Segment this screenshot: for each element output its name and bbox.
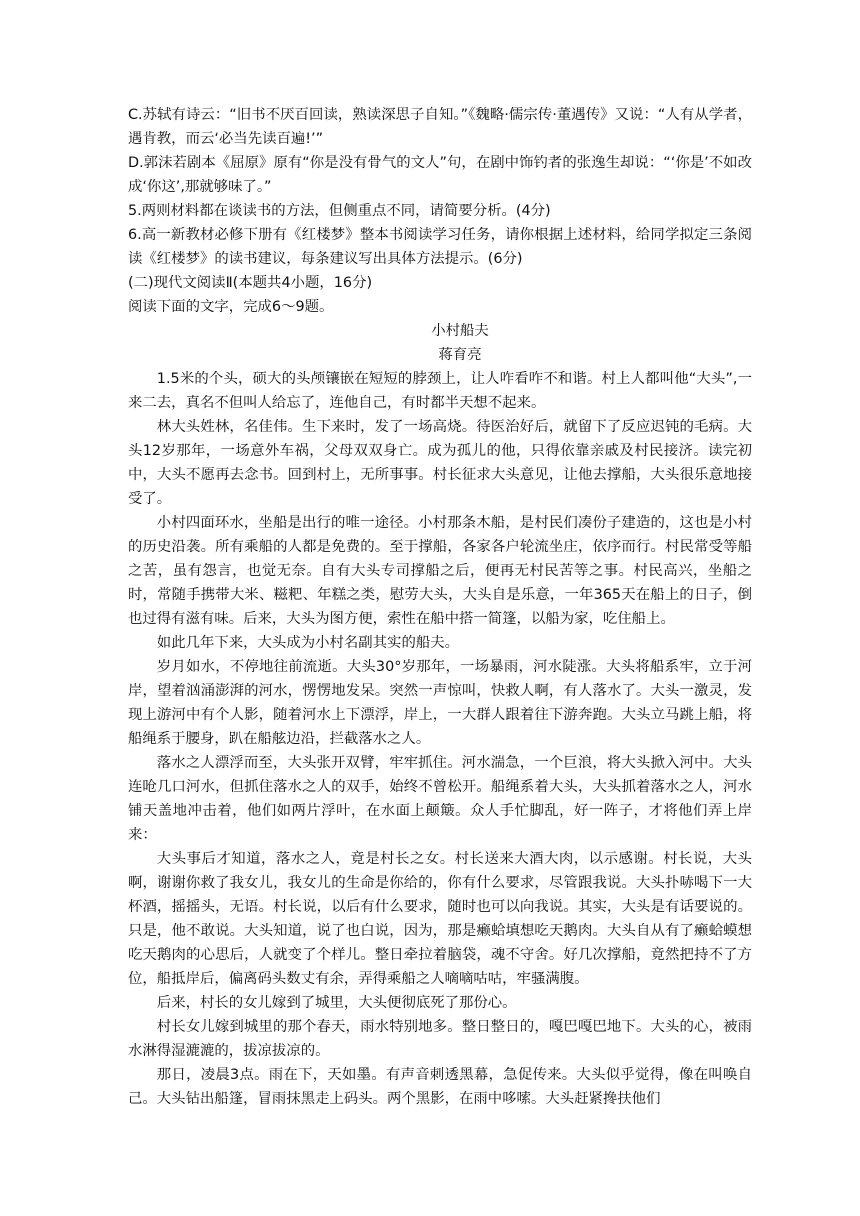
story-author: 蒋育亮: [438, 347, 482, 363]
questions-section: [128, 103, 752, 319]
question-5: 5.两则材料都在谈读书的方法，但侧重点不同，请简要分析。(4分): [128, 203, 551, 219]
story-paragraph: 村长女儿嫁到城里的那个春天，雨水特别地多。整日整日的，嘎巴嘎巴地下。大头的心，被雨水淋得湿漉漉的，拔凉拔凉的。: [128, 1019, 752, 1059]
story-body: [128, 367, 752, 1111]
section-heading: (二)现代文阅读Ⅱ(本题共4小题，16分): [128, 275, 373, 291]
story-paragraph: 大头事后才知道，落水之人，竟是村长之女。村长送来大酒大肉，以示感谢。村长说，大头啊，谢谢你救了我女儿，我女儿的生命是你给的，你有什么要求，尽管跟我说。大头扑哧喝下一大杯酒，摇摇头，无语。村长说，以后有什么要求，随时也可以向我说。其实，大头是有话要说的。只是，他不敢说。大头知道，说了也白说，因为，那是癞蛤填想吃天鹅肉。大头自从有了癞蛤蟆想吃天鹅肉的心思后，人就变了个样儿。整日牵拉着脑袋，魂不守舍。好几次撑船，竟然把持不了方位，船抵岸后，偏离码头数丈有余，弄得乘船之人嘀嘀咕咕，牢骚满腹。: [128, 851, 752, 987]
question-6: 6.高一新教材必修下册有《红楼梦》整本书阅读学习任务，请你根据上述材料，给同学拟定三条阅读《红楼梦》的读书建议，每条建议写出具体方法提示。(6分): [128, 227, 752, 267]
story-paragraph: 小村四面环水，坐船是出行的唯一途径。小村那条木船，是村民们凑份子建造的，这也是小村的历史沿袭。所有乘船的人都是免费的。至于撑船，各家各户轮流坐庄，依序而行。村民常受等船之苦，虽有怨言，也觉无奈。自有大头专司撑船之后，便再无村民苦等之事。村民高兴，坐船之时，常随手携带大米、糍粑、年糕之类，慰劳大头，大头自是乐意，一年365天在船上的日子，倒也过得有滋有味。后来，大头为图方便，索性在船中搭一简篷，以船为家，吃住船上。: [128, 515, 752, 627]
reading-instruction: 阅读下面的文字，完成6～9题。: [128, 299, 334, 315]
story-paragraph: 后来，村长的女儿嫁到了城里，大头便彻底死了那份心。: [156, 995, 517, 1011]
story-paragraph: 1.5米的个头，硕大的头颅镶嵌在短短的脖颈上，让人咋看咋不和谐。村上人都叫他“大头”,一来二去，真名不但叫人给忘了，连他自己，有时都半天想不起来。: [128, 371, 752, 411]
story-paragraph: 如此几年下来，大头成为小村名副其实的船夫。: [156, 635, 460, 651]
story-paragraph: 那日，凌晨3点。雨在下，天如墨。有声音刺透黑幕，急促传来。大头似乎觉得，像在叫唤自己。大头钻出船篷，冒雨抹黑走上码头。两个黑影，在雨中哆嗦。大头赶紧搀扶他们: [128, 1067, 752, 1107]
option-d: D.郭沫若剧本《屈原》原有“你是没有骨气的文人”句，在剧中饰钓者的张逸生却说：“‘你是’不如改成‘你这’,那就够味了。”: [128, 155, 752, 195]
option-c: C.苏轼有诗云：“旧书不厌百回读，熟读深思子自知。”《魏略·儒宗传·董遇传》又说：“人有从学者，遇肯教，而云‘必当先读百遍!’”: [128, 107, 752, 147]
story-paragraph: 落水之人漂浮而至，大头张开双臂，牢牢抓住。河水湍急，一个巨浪，将大头掀入河中。大头连呛几口河水，但抓住落水之人的双手，始终不曾松开。船绳系着大头，大头抓着落水之人，河水铺天盖地冲击着，他们如两片浮叶，在水面上颠簸。众人手忙脚乱，好一阵子，才将他们弄上岸来：: [128, 755, 752, 843]
story-paragraph: 林大头姓林，名佳伟。生下来时，发了一场高烧。待医治好后，就留下了反应迟钝的毛病。大头12岁那年，一场意外车祸，父母双双身亡。成为孤儿的他，只得依靠亲戚及村民接济。读完初中，大头不愿再去念书。回到村上，无所事事。村长征求大头意见，让他去撑船，大头很乐意地接受了。: [128, 419, 752, 507]
story-paragraph: 岁月如水，不停地往前流逝。大头30°岁那年，一场暴雨，河水陡涨。大头将船系牢，立于河岸，望着汹涌澎湃的河水，愣愣地发呆。突然一声惊叫，快救人啊，有人落水了。大头一激灵，发现上游河中有个人影，随着河水上下漂浮，岸上，一大群人跟着往下游奔跑。大头立马跳上船，将船绳系于腰身，趴在船舷边沿，拦截落水之人。: [128, 659, 752, 747]
story-title: 小村船夫: [431, 323, 489, 339]
